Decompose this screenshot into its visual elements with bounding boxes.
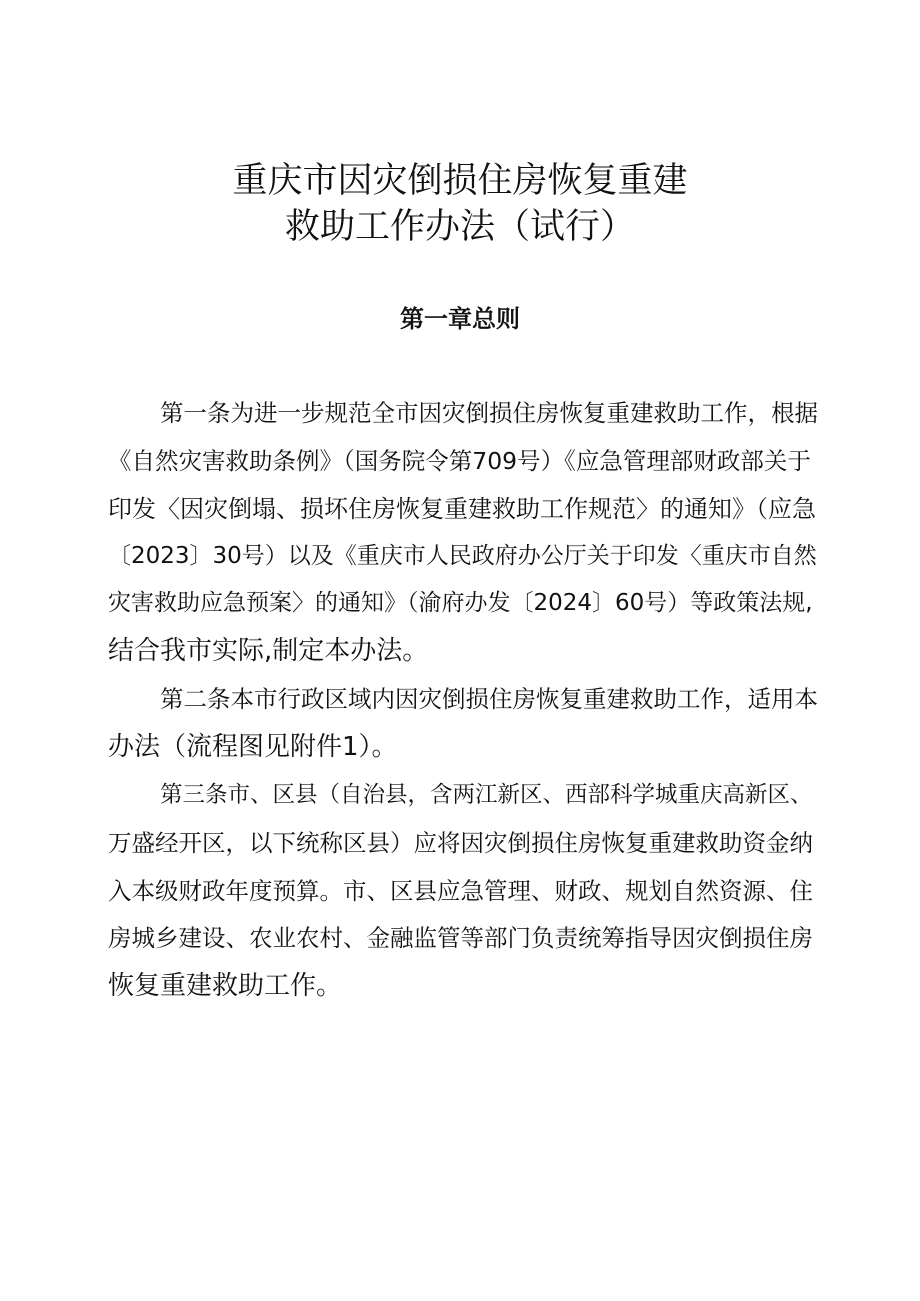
article-1-line-2: 《自然灾害救助条例》（国务院令第709号）《应急管理部财政部关于	[108, 447, 811, 475]
article-3-line-1: 第三条市、区县（自治县，含两江新区、西部科学城重庆高新区、	[160, 782, 813, 808]
article-3-line-4: 房城乡建设、农业农村、金融监管等部门负责统筹指导因灾倒损住房	[108, 924, 813, 952]
article-2-line-1: 第二条本市行政区域内因灾倒损住房恢复重建救助工作，适用本	[160, 685, 818, 713]
article-1-line-3: 印发〈因灾倒塌、损坏住房恢复重建救助工作规范〉的通知》（应急	[108, 495, 816, 523]
article-1-line-4: 〔2023〕30号）以及《重庆市人民政府办公厅关于印发〈重庆市自然	[108, 543, 817, 569]
article-1-line-1: 第一条为进一步规范全市因灾倒损住房恢复重建救助工作，根据	[160, 399, 818, 427]
article-3-line-3: 入本级财政年度预算。市、区县应急管理、财政、规划自然资源、住	[108, 877, 813, 905]
article-2-line-2: 办法（流程图见附件1）。	[108, 732, 398, 762]
article-1-line-5: 灾害救助应急预案〉的通知》（渝府办发〔2024〕60号）等政策法规,	[108, 590, 813, 616]
chapter-heading: 第一章总则	[400, 305, 520, 333]
article-3-line-2: 万盛经开区，以下统称区县）应将因灾倒损住房恢复重建救助资金纳	[108, 829, 813, 857]
article-3-line-5: 恢复重建救助工作。	[108, 971, 343, 1001]
document-title-line-2: 救助工作办法（试行）	[284, 207, 635, 247]
document-title-line-1: 重庆市因灾倒损住房恢复重建	[232, 161, 688, 201]
article-1-line-6: 结合我市实际,制定本办法。	[108, 636, 429, 666]
